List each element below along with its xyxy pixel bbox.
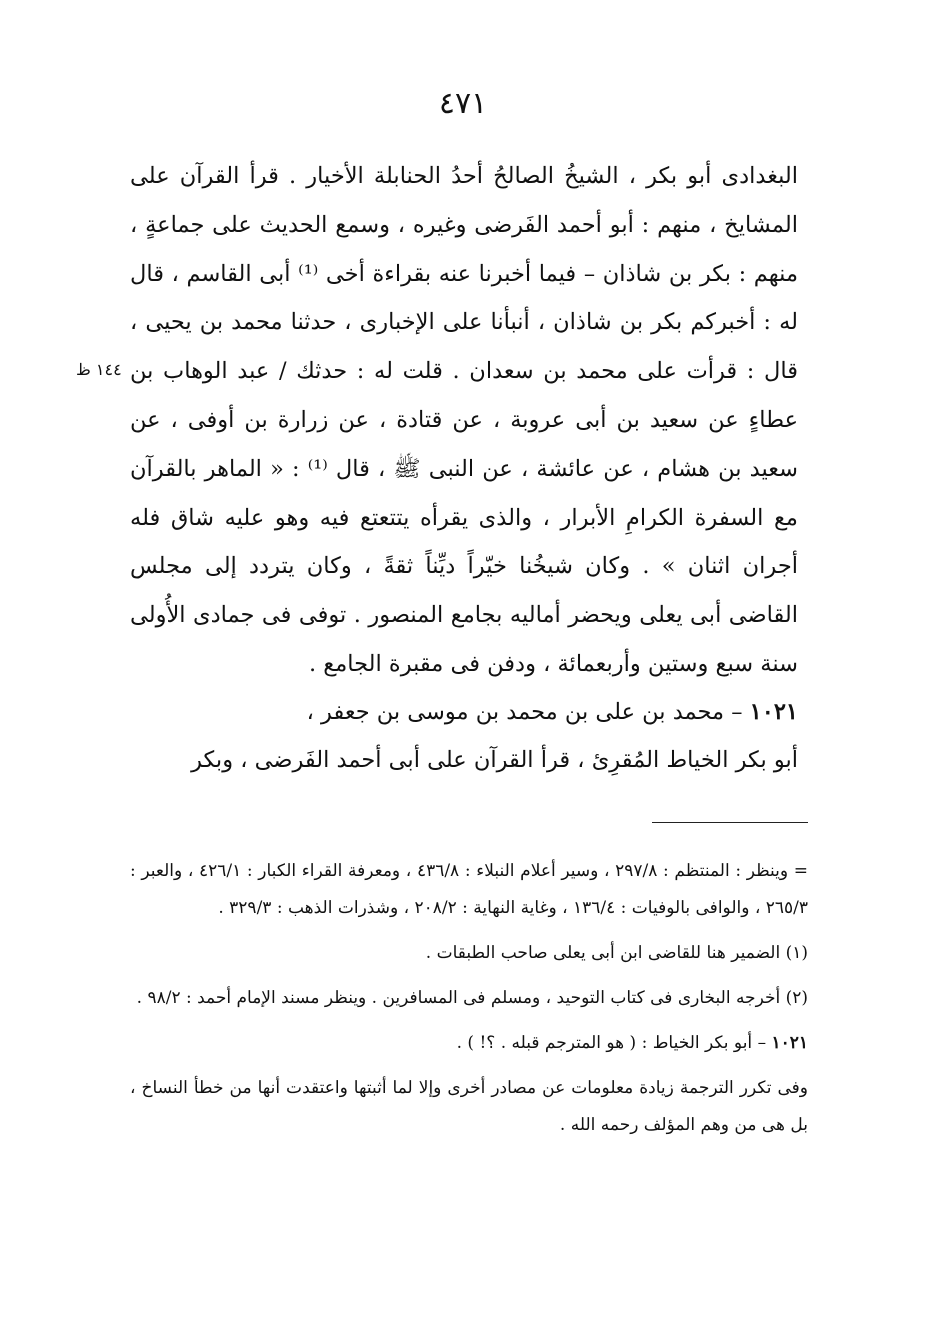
entry-number: ١٠٢١ xyxy=(749,699,798,725)
footnote-2: (٢) أخرجه البخارى فى كتاب التوحيد ، ومسلم فى المسافرين . وينظر مسند الإمام أحمد : ٩٨/٢ . xyxy=(136,988,808,1008)
footnote-1: (١) الضمير هنا للقاضى ابن أبى يعلى صاحب الطبقات . xyxy=(425,943,808,963)
main-paragraph: البغدادى أبو بكر ، الشيخُ الصالحُ أحدُ الحنابلة الأخيار . قرأ القرآن على المشايخ ، منهم : أبو أحمد الفَرضى وغيره ، وسمع الحديث على جماعةٍ ، منهم : بكر بن شاذان – فيما أخبرنا عنه بقراءة أخى ⁽¹⁾ أبى القاسم ، قال له : أخبركم بكر بن شاذان ، أنبأنا على الإخبارى ، حدثنا محمد بن يحيى ، قال : قرأت على محمد بن سعدان . قلت له : حدثك / عبد الوهاب بن عطاءٍ عن سعيد بن أبى عروبة ، عن قتادة ، عن زرارة بن أوفى ، عن سعيد بن هشام ، عن عائشة ، عن النبى ﷺ ، قال ⁽¹⁾ : « الماهر بالقرآن مع السفرة الكرامِ الأبرار ، والذى يقرأه يتتعتع فيه وهو عليه شاق فله أجران اثنان » . وكان شيخُنا خيّراً ديِّناً ثقةً ، وكان يتردد إلى مجلس القاضى أبى يعلى ويحضر أماليه بجامع المنصور . توفى فى جمادى الأُولى سنة سبع وستين وأربعمائة ، ودفن فى مقبرة الجامع . xyxy=(130,163,798,677)
manuscript-folio-note: ١٤٤ ظ xyxy=(76,360,122,379)
footnote-continuation: = وينظر : المنتظم : ٢٩٧/٨ ، وسير أعلام النبلاء : ٤٣٦/٨ ، ومعرفة القراء الكبار : ٤٢٦/١ ، والعبر : ٢٦٥/٣ ، والوافى بالوفيات : ١٣٦/٤ ، وغاية النهاية : ٢٠٨/٢ ، وشذرات الذهب : ٣٢٩/٣ . xyxy=(130,861,809,918)
footnote-entry-note xyxy=(130,1025,808,1062)
footnote-divider xyxy=(652,822,808,823)
footnote-entry-text: – أبو بكر الخياط : ( هو المترجم قبله . ؟! ) . xyxy=(456,1033,767,1053)
biography-entry-1021 xyxy=(130,688,798,784)
entry-line-1: – محمد بن على بن محمد بن موسى بن جعفر ، xyxy=(306,699,743,725)
main-text xyxy=(130,152,798,689)
entry-line-2: أبو بكر الخياط المُقرِئ ، قرأ القرآن على أبى أحمد الفَرضى ، وبكر xyxy=(191,747,798,773)
entry-heading-line xyxy=(130,688,798,736)
footnote-entry-number: ١٠٢١ xyxy=(771,1033,808,1053)
page-number: ٤٧١ xyxy=(438,86,488,121)
footnote-remark: وفى تكرر الترجمة زيادة معلومات عن مصادر أخرى وإلا لما أثبتها واعتقدت أنها من خطأ النساخ ، بل هى من وهم المؤلف رحمه الله . xyxy=(130,1078,808,1135)
footnotes xyxy=(130,853,808,1152)
